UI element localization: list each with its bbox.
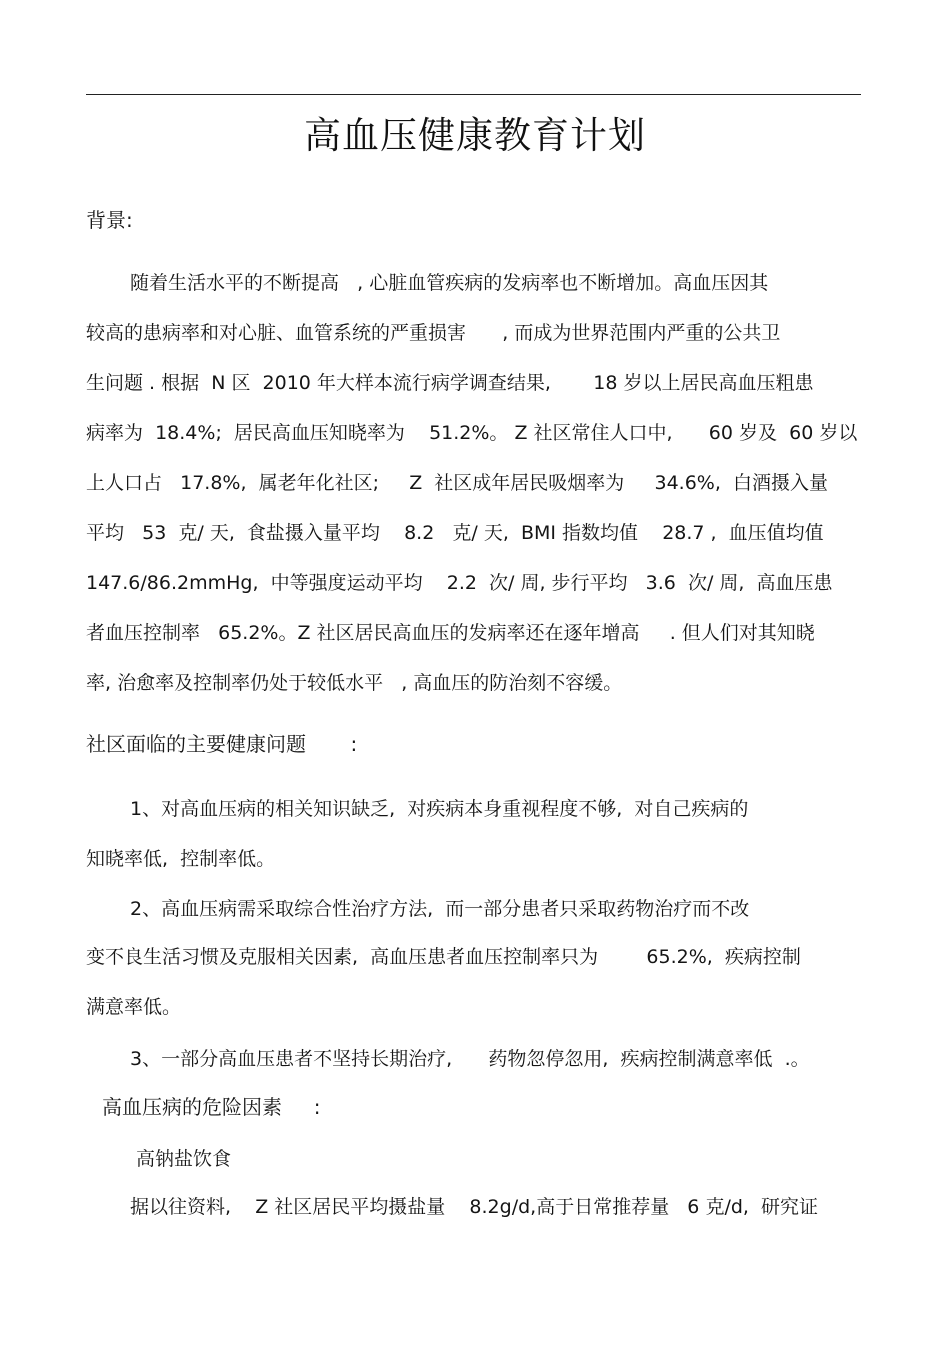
background-paragraph-line: 上人口占 17.8%, 属老年化社区; Z 社区成年居民吸烟率为 34.6%, 白酒摄入量 (86, 472, 828, 494)
risk-factor-text-line: 据以往资料, Z 社区居民平均摄盐量 8.2g/d,高于日常推荐量 6 克/d, 研究证 (130, 1196, 819, 1218)
background-paragraph-line: 平均 53 克/ 天, 食盐摄入量平均 8.2 克/ 天, BMI 指数均值 28.7 , 血压值均值 (86, 522, 824, 544)
background-paragraph-line: 147.6/86.2mmHg, 中等强度运动平均 2.2 次/ 周, 步行平均 3.6 次/ 周, 高血压患 (86, 572, 833, 594)
problem-item-line: 满意率低。 (86, 996, 182, 1018)
background-paragraph-line: 随着生活水平的不断提高 , 心脏血管疾病的发病率也不断增加。高血压因其 (130, 272, 769, 294)
page-title: 高血压健康教育计划 (304, 114, 646, 157)
risk-factor-subheading: 高钠盐饮食 (136, 1148, 232, 1170)
problem-item-line: 3、一部分高血压患者不坚持长期治疗, 药物忽停忽用, 疾病控制满意率低 .。 (130, 1048, 810, 1070)
problems-heading: 社区面临的主要健康问题 : (86, 732, 358, 756)
problem-item-line: 知晓率低, 控制率低。 (86, 848, 276, 870)
top-divider (86, 94, 861, 95)
background-heading: 背景: (86, 208, 133, 232)
problem-item-line: 变不良生活习惯及克服相关因素, 高血压患者血压控制率只为 65.2%, 疾病控制 (86, 946, 801, 968)
background-paragraph-line: 较高的患病率和对心脏、血管系统的严重损害 , 而成为世界范围内严重的公共卫 (86, 322, 781, 344)
background-paragraph-line: 病率为 18.4%; 居民高血压知晓率为 51.2%。 Z 社区常住人口中, 60 岁及 60 岁以 (86, 422, 858, 444)
risk-factors-heading: 高血压病的危险因素 : (102, 1095, 321, 1119)
background-paragraph-line: 者血压控制率 65.2%。Z 社区居民高血压的发病率还在逐年增高 . 但人们对其知晓 (86, 622, 815, 644)
background-paragraph-line: 率, 治愈率及控制率仍处于较低水平 , 高血压的防治刻不容缓。 (86, 672, 623, 694)
problem-item-line: 2、高血压病需采取综合性治疗方法, 而一部分患者只采取药物治疗而不改 (130, 898, 750, 920)
background-paragraph-line: 生问题 . 根据 N 区 2010 年大样本流行病学调查结果, 18 岁以上居民高血压粗患 (86, 372, 814, 394)
problem-item-line: 1、对高血压病的相关知识缺乏, 对疾病本身重视程度不够, 对自己疾病的 (130, 798, 749, 820)
